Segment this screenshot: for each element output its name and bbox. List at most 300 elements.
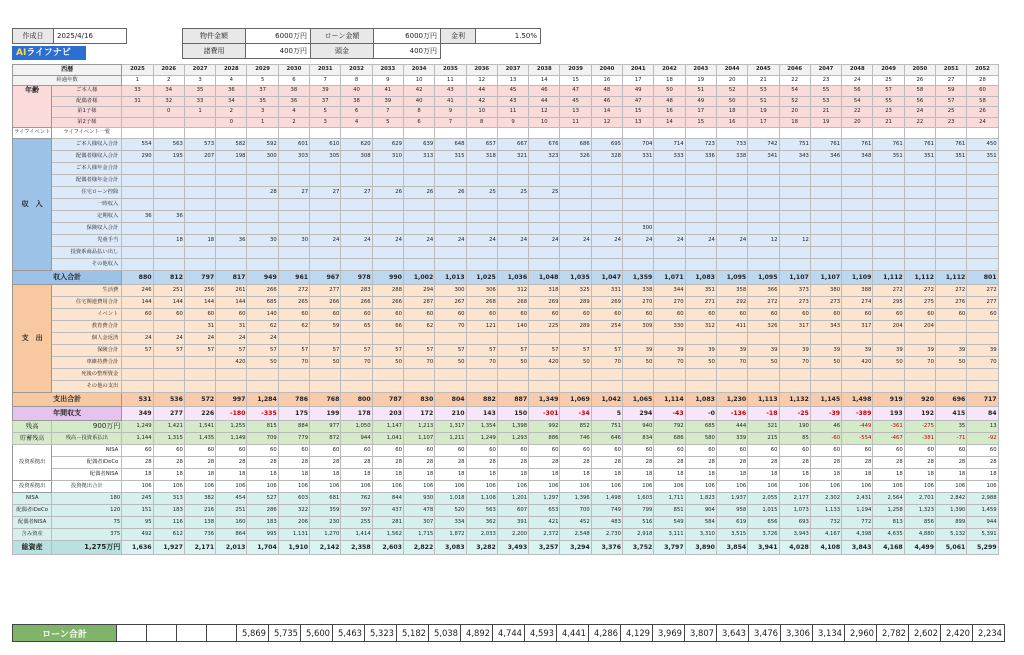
expense-row-value[interactable]: [435, 332, 466, 344]
life-event-row-value[interactable]: [591, 128, 622, 139]
asset-row-value[interactable]: 930: [403, 492, 434, 504]
annual-balance-row-value[interactable]: 199: [310, 406, 341, 420]
asset-row-value[interactable]: 454: [216, 492, 247, 504]
income-row-value[interactable]: [216, 210, 247, 222]
expense-row-value[interactable]: 312: [685, 320, 716, 332]
invest-row-value[interactable]: 60: [591, 444, 622, 456]
life-event-row-value[interactable]: [122, 128, 153, 139]
expense-row-value[interactable]: 57: [122, 344, 153, 356]
expense-row-value[interactable]: 685: [247, 296, 278, 308]
expense-row-value[interactable]: [216, 380, 247, 392]
year-row-value[interactable]: 2040: [591, 65, 622, 76]
life-event-row-value[interactable]: [685, 128, 716, 139]
asset-row-value[interactable]: 1,498: [591, 492, 622, 504]
income-total-row-value[interactable]: 1,107: [779, 270, 810, 284]
elapsed-row-value[interactable]: 27: [936, 75, 967, 86]
expense-row-value[interactable]: 287: [403, 296, 434, 308]
asset-row-value[interactable]: 681: [310, 492, 341, 504]
expense-row-value[interactable]: 60: [748, 308, 779, 320]
age-row-value[interactable]: 39: [310, 86, 341, 97]
expense-row-value[interactable]: [873, 332, 904, 344]
savings-row-value[interactable]: 339: [716, 432, 747, 444]
income-row-value[interactable]: 18: [153, 234, 184, 246]
invest-row-value[interactable]: 60: [184, 444, 215, 456]
expense-total-row-value[interactable]: 1,042: [591, 392, 622, 406]
income-row-value[interactable]: 601: [278, 138, 309, 150]
invest-row-value[interactable]: 18: [184, 468, 215, 480]
age-row-value[interactable]: 10: [466, 107, 497, 118]
income-row-value[interactable]: [591, 210, 622, 222]
expense-total-row-value[interactable]: 768: [310, 392, 341, 406]
asset-row-value[interactable]: 2,701: [904, 492, 935, 504]
asset-row-value[interactable]: 3,310: [685, 528, 716, 540]
income-row-value[interactable]: [372, 210, 403, 222]
income-total-row-value[interactable]: 949: [247, 270, 278, 284]
expense-row-value[interactable]: 144: [153, 296, 184, 308]
invest-total-row-value[interactable]: 106: [685, 480, 716, 492]
asset-row-value[interactable]: 899: [936, 516, 967, 528]
invest-row-value[interactable]: 60: [873, 444, 904, 456]
income-row-value[interactable]: [873, 174, 904, 186]
life-event-row-value[interactable]: [779, 128, 810, 139]
invest-total-row-value[interactable]: 106: [216, 480, 247, 492]
asset-row-value[interactable]: 362: [466, 516, 497, 528]
asset-row-value[interactable]: 1,872: [435, 528, 466, 540]
income-row-value[interactable]: [779, 258, 810, 270]
expense-row-value[interactable]: [184, 356, 215, 368]
asset-row-value[interactable]: 183: [247, 516, 278, 528]
invest-row-value[interactable]: 18: [873, 468, 904, 480]
expense-row-value[interactable]: 60: [310, 308, 341, 320]
asset-row-value[interactable]: 1,715: [403, 528, 434, 540]
age-row-value[interactable]: 3: [247, 107, 278, 118]
income-row-value[interactable]: 610: [310, 138, 341, 150]
income-row-value[interactable]: 195: [153, 150, 184, 162]
invest-row-value[interactable]: 28: [873, 456, 904, 468]
expense-row-value[interactable]: 273: [779, 296, 810, 308]
expense-row-value[interactable]: 144: [184, 296, 215, 308]
savings-row-value[interactable]: -71: [936, 432, 967, 444]
income-row-value[interactable]: [278, 162, 309, 174]
income-row-value[interactable]: [591, 162, 622, 174]
invest-row-value[interactable]: 28: [591, 456, 622, 468]
expense-row-value[interactable]: 266: [341, 296, 372, 308]
total-assets-initial[interactable]: 1,275万円: [52, 540, 122, 554]
age-row-value[interactable]: 2: [216, 107, 247, 118]
asset-row-value[interactable]: 1,603: [623, 492, 654, 504]
income-row-value[interactable]: [810, 222, 841, 234]
age-row-value[interactable]: 1: [247, 117, 278, 128]
age-row-value[interactable]: 14: [591, 107, 622, 118]
expense-row-value[interactable]: [842, 380, 873, 392]
asset-row-value[interactable]: 138: [184, 516, 215, 528]
income-row-value[interactable]: [779, 210, 810, 222]
income-row-value[interactable]: 639: [403, 138, 434, 150]
age-row-value[interactable]: 33: [184, 96, 215, 107]
savings-row-value[interactable]: 1,041: [372, 432, 403, 444]
savings-row-value[interactable]: 1,249: [466, 432, 497, 444]
income-row-value[interactable]: [842, 210, 873, 222]
age-row-value[interactable]: 40: [403, 96, 434, 107]
income-row-value[interactable]: 24: [403, 234, 434, 246]
total-assets-row-value[interactable]: 4,108: [810, 540, 841, 554]
loan-total-value[interactable]: [147, 625, 177, 642]
income-row-value[interactable]: [904, 174, 935, 186]
age-row-value[interactable]: 60: [967, 86, 998, 97]
income-row-value[interactable]: [122, 198, 153, 210]
invest-total-row-value[interactable]: 106: [435, 480, 466, 492]
expense-row-value[interactable]: 277: [967, 296, 998, 308]
income-row-value[interactable]: 348: [842, 150, 873, 162]
asset-row-value[interactable]: 1,258: [873, 504, 904, 516]
age-row-value[interactable]: 42: [466, 96, 497, 107]
expense-row-value[interactable]: 50: [685, 356, 716, 368]
asset-row-value[interactable]: 2,842: [936, 492, 967, 504]
invest-row-value[interactable]: 28: [904, 456, 935, 468]
invest-row-value[interactable]: 18: [278, 468, 309, 480]
expense-row-value[interactable]: 57: [153, 344, 184, 356]
age-row-value[interactable]: 56: [842, 86, 873, 97]
income-row-value[interactable]: [748, 258, 779, 270]
age-row-value[interactable]: 24: [904, 107, 935, 118]
income-total-row-value[interactable]: 880: [122, 270, 153, 284]
income-row-value[interactable]: [936, 186, 967, 198]
income-row-value[interactable]: 318: [466, 150, 497, 162]
expense-row-value[interactable]: 380: [810, 284, 841, 296]
income-row-value[interactable]: 290: [122, 150, 153, 162]
invest-row-value[interactable]: 18: [435, 468, 466, 480]
elapsed-row-value[interactable]: 24: [842, 75, 873, 86]
income-row-value[interactable]: [184, 222, 215, 234]
age-row-value[interactable]: 42: [403, 86, 434, 97]
age-row-value[interactable]: 14: [654, 117, 685, 128]
elapsed-row-value[interactable]: 2: [153, 75, 184, 86]
year-row-value[interactable]: 2035: [435, 65, 466, 76]
asset-row-value[interactable]: 612: [153, 528, 184, 540]
balance-row-value[interactable]: 1,317: [435, 420, 466, 432]
annual-balance-row-value[interactable]: 178: [341, 406, 372, 420]
savings-row-value[interactable]: 1,293: [497, 432, 528, 444]
expense-row-value[interactable]: [967, 368, 998, 380]
expense-row-value[interactable]: 266: [372, 296, 403, 308]
elapsed-row-value[interactable]: 5: [247, 75, 278, 86]
expense-row-value[interactable]: [310, 380, 341, 392]
income-row-value[interactable]: [591, 258, 622, 270]
year-row-value[interactable]: 2052: [967, 65, 998, 76]
age-row-value[interactable]: [184, 117, 215, 128]
income-row-value[interactable]: [873, 234, 904, 246]
expense-row-value[interactable]: 60: [466, 308, 497, 320]
expense-total-row-value[interactable]: 882: [466, 392, 497, 406]
expense-row-value[interactable]: 60: [372, 308, 403, 320]
age-row-value[interactable]: 15: [623, 107, 654, 118]
invest-total-row-value[interactable]: 106: [310, 480, 341, 492]
expense-row-value[interactable]: [716, 368, 747, 380]
income-row-value[interactable]: [497, 222, 528, 234]
asset-row-value[interactable]: 1,131: [278, 528, 309, 540]
elapsed-row-value[interactable]: 11: [435, 75, 466, 86]
asset-row-value[interactable]: 397: [341, 504, 372, 516]
income-total-row-value[interactable]: 1,095: [716, 270, 747, 284]
income-row-value[interactable]: [341, 198, 372, 210]
asset-row-value[interactable]: 851: [654, 504, 685, 516]
invest-row-value[interactable]: 28: [529, 456, 560, 468]
expense-row-value[interactable]: [936, 320, 967, 332]
age-row-value[interactable]: 8: [403, 107, 434, 118]
income-row-value[interactable]: [748, 198, 779, 210]
down-payment-value[interactable]: 400万円: [374, 44, 441, 59]
balance-row-value[interactable]: 1,354: [466, 420, 497, 432]
income-row-value[interactable]: 12: [779, 234, 810, 246]
expense-row-value[interactable]: [842, 368, 873, 380]
age-row-value[interactable]: 58: [967, 96, 998, 107]
income-row-value[interactable]: [403, 162, 434, 174]
expense-row-value[interactable]: 60: [560, 308, 591, 320]
age-row-value[interactable]: 46: [591, 96, 622, 107]
elapsed-row-value[interactable]: 16: [591, 75, 622, 86]
annual-balance-row-value[interactable]: -301: [529, 406, 560, 420]
annual-balance-row-value[interactable]: 172: [403, 406, 434, 420]
income-row-value[interactable]: [247, 162, 278, 174]
expense-row-value[interactable]: [435, 368, 466, 380]
expense-row-value[interactable]: 292: [716, 296, 747, 308]
income-row-value[interactable]: [278, 246, 309, 258]
invest-row-value[interactable]: 18: [654, 468, 685, 480]
total-assets-row-value[interactable]: 3,854: [716, 540, 747, 554]
total-assets-row-value[interactable]: 5,299: [967, 540, 998, 554]
asset-row-value[interactable]: 313: [153, 492, 184, 504]
expense-row-value[interactable]: [560, 332, 591, 344]
asset-row-value[interactable]: 4,880: [904, 528, 935, 540]
invest-row-value[interactable]: 28: [435, 456, 466, 468]
life-event-row-value[interactable]: [310, 128, 341, 139]
expense-total-row-value[interactable]: 1,284: [247, 392, 278, 406]
property-price-value[interactable]: 6000万円: [246, 29, 311, 44]
expense-row-value[interactable]: 121: [466, 320, 497, 332]
income-row-value[interactable]: [372, 222, 403, 234]
income-row-value[interactable]: [936, 210, 967, 222]
income-row-value[interactable]: [122, 186, 153, 198]
expense-row-value[interactable]: 57: [435, 344, 466, 356]
age-row-value[interactable]: 36: [278, 96, 309, 107]
income-row-value[interactable]: [216, 162, 247, 174]
asset-row-value[interactable]: 1,396: [560, 492, 591, 504]
invest-row-value[interactable]: 60: [779, 444, 810, 456]
income-total-row-value[interactable]: 1,025: [466, 270, 497, 284]
income-row-value[interactable]: [372, 162, 403, 174]
income-total-row-value[interactable]: 812: [153, 270, 184, 284]
elapsed-row-value[interactable]: 26: [904, 75, 935, 86]
expense-row-value[interactable]: 325: [560, 284, 591, 296]
expense-total-row-value[interactable]: 536: [153, 392, 184, 406]
asset-row-value[interactable]: 2,918: [623, 528, 654, 540]
asset-row-value[interactable]: 230: [310, 516, 341, 528]
income-row-value[interactable]: 667: [497, 138, 528, 150]
life-event-row-value[interactable]: [842, 128, 873, 139]
expense-row-value[interactable]: [623, 368, 654, 380]
invest-total-row-value[interactable]: 106: [810, 480, 841, 492]
invest-total-row-value[interactable]: 106: [936, 480, 967, 492]
income-row-value[interactable]: [810, 246, 841, 258]
expense-row-value[interactable]: 60: [685, 308, 716, 320]
expense-row-value[interactable]: 60: [122, 308, 153, 320]
income-row-value[interactable]: [904, 210, 935, 222]
income-row-value[interactable]: 723: [685, 138, 716, 150]
loan-total-value[interactable]: 4,129: [621, 625, 653, 642]
income-row-value[interactable]: [685, 186, 716, 198]
balance-row-value[interactable]: 992: [529, 420, 560, 432]
age-row-value[interactable]: 17: [748, 117, 779, 128]
expense-total-row-value[interactable]: 1,083: [685, 392, 716, 406]
income-row-value[interactable]: [904, 162, 935, 174]
savings-row-value[interactable]: 1,211: [435, 432, 466, 444]
income-row-value[interactable]: [529, 162, 560, 174]
asset-row-value[interactable]: 421: [529, 516, 560, 528]
year-row-value[interactable]: 2046: [779, 65, 810, 76]
total-assets-row-value[interactable]: 3,493: [497, 540, 528, 554]
income-row-value[interactable]: [748, 186, 779, 198]
income-row-value[interactable]: [936, 246, 967, 258]
income-row-value[interactable]: 313: [403, 150, 434, 162]
income-row-value[interactable]: [748, 174, 779, 186]
expense-total-row-value[interactable]: 1,065: [623, 392, 654, 406]
income-row-value[interactable]: [623, 246, 654, 258]
expense-row-value[interactable]: 411: [716, 320, 747, 332]
income-row-value[interactable]: [904, 258, 935, 270]
age-row-value[interactable]: 45: [560, 96, 591, 107]
age-row-value[interactable]: 7: [435, 117, 466, 128]
invest-row-value[interactable]: 60: [122, 444, 153, 456]
expense-row-value[interactable]: 39: [842, 344, 873, 356]
invest-row-value[interactable]: 18: [560, 468, 591, 480]
expense-row-value[interactable]: 39: [967, 344, 998, 356]
expense-row-value[interactable]: [153, 320, 184, 332]
income-row-value[interactable]: 326: [560, 150, 591, 162]
expense-row-value[interactable]: 66: [372, 320, 403, 332]
year-row-value[interactable]: 2047: [810, 65, 841, 76]
expense-row-value[interactable]: 50: [936, 356, 967, 368]
expense-row-value[interactable]: 39: [623, 344, 654, 356]
savings-row-value[interactable]: 580: [685, 432, 716, 444]
income-row-value[interactable]: [685, 174, 716, 186]
total-assets-row-value[interactable]: 3,797: [654, 540, 685, 554]
asset-row-value[interactable]: 437: [372, 504, 403, 516]
expense-row-value[interactable]: [372, 332, 403, 344]
age-row-value[interactable]: 51: [685, 86, 716, 97]
age-row-value[interactable]: 16: [716, 117, 747, 128]
expense-row-value[interactable]: 60: [967, 308, 998, 320]
invest-row-value[interactable]: 28: [654, 456, 685, 468]
age-row-value[interactable]: 46: [529, 86, 560, 97]
age-row-value[interactable]: 1: [184, 107, 215, 118]
income-row-value[interactable]: [779, 174, 810, 186]
age-row-value[interactable]: 37: [247, 86, 278, 97]
balance-row-value[interactable]: 792: [654, 420, 685, 432]
expense-row-value[interactable]: 351: [685, 284, 716, 296]
expense-row-value[interactable]: [685, 332, 716, 344]
income-row-value[interactable]: [278, 174, 309, 186]
income-row-value[interactable]: [278, 222, 309, 234]
expense-row-value[interactable]: 271: [685, 296, 716, 308]
income-row-value[interactable]: [466, 210, 497, 222]
income-row-value[interactable]: [310, 246, 341, 258]
annual-balance-row-value[interactable]: -180: [216, 406, 247, 420]
income-row-value[interactable]: [779, 222, 810, 234]
invest-row-value[interactable]: 60: [967, 444, 998, 456]
asset-row-value[interactable]: 391: [497, 516, 528, 528]
income-row-value[interactable]: 351: [967, 150, 998, 162]
income-total-row-value[interactable]: 1,083: [685, 270, 716, 284]
income-total-row-value[interactable]: 961: [278, 270, 309, 284]
invest-total-row-value[interactable]: 106: [403, 480, 434, 492]
elapsed-row-value[interactable]: 19: [685, 75, 716, 86]
age-row-value[interactable]: 19: [810, 117, 841, 128]
expense-row-value[interactable]: [341, 368, 372, 380]
expense-row-value[interactable]: 57: [560, 344, 591, 356]
invest-row-value[interactable]: 60: [153, 444, 184, 456]
income-row-value[interactable]: 331: [623, 150, 654, 162]
asset-row-value[interactable]: 516: [623, 516, 654, 528]
income-total-row-value[interactable]: 1,112: [904, 270, 935, 284]
income-row-value[interactable]: [623, 210, 654, 222]
invest-row-value[interactable]: 18: [341, 468, 372, 480]
expense-row-value[interactable]: 50: [623, 356, 654, 368]
expense-row-value[interactable]: 251: [153, 284, 184, 296]
income-row-value[interactable]: [403, 258, 434, 270]
elapsed-row-value[interactable]: 23: [810, 75, 841, 86]
expense-row-value[interactable]: 57: [278, 344, 309, 356]
income-row-value[interactable]: [184, 246, 215, 258]
invest-row-value[interactable]: 28: [153, 456, 184, 468]
asset-row-value[interactable]: 281: [372, 516, 403, 528]
income-row-value[interactable]: [685, 210, 716, 222]
income-row-value[interactable]: [779, 246, 810, 258]
income-row-value[interactable]: 328: [591, 150, 622, 162]
annual-balance-row-value[interactable]: 349: [122, 406, 153, 420]
income-row-value[interactable]: 346: [810, 150, 841, 162]
expense-row-value[interactable]: 331: [591, 284, 622, 296]
income-row-value[interactable]: [216, 246, 247, 258]
invest-total-row-value[interactable]: 106: [716, 480, 747, 492]
income-row-value[interactable]: [873, 198, 904, 210]
age-row-value[interactable]: 16: [654, 107, 685, 118]
income-row-value[interactable]: 24: [560, 234, 591, 246]
expense-total-row-value[interactable]: 1,132: [779, 392, 810, 406]
year-row-value[interactable]: 2048: [842, 65, 873, 76]
income-row-value[interactable]: [216, 222, 247, 234]
balance-row-value[interactable]: 13: [967, 420, 998, 432]
invest-row-value[interactable]: 28: [184, 456, 215, 468]
life-event-row-value[interactable]: [497, 128, 528, 139]
income-row-value[interactable]: [654, 174, 685, 186]
income-row-value[interactable]: [372, 258, 403, 270]
invest-total-row-value[interactable]: 106: [967, 480, 998, 492]
expense-row-value[interactable]: 39: [748, 344, 779, 356]
expense-total-row-value[interactable]: 800: [341, 392, 372, 406]
expense-row-value[interactable]: 62: [403, 320, 434, 332]
expense-row-value[interactable]: [967, 380, 998, 392]
asset-row-value[interactable]: 549: [654, 516, 685, 528]
income-row-value[interactable]: 310: [372, 150, 403, 162]
expense-total-row-value[interactable]: 1,069: [560, 392, 591, 406]
income-row-value[interactable]: [967, 162, 998, 174]
annual-balance-row-value[interactable]: 193: [873, 406, 904, 420]
elapsed-row-value[interactable]: 1: [122, 75, 153, 86]
savings-row-value[interactable]: 944: [341, 432, 372, 444]
income-row-value[interactable]: 300: [247, 150, 278, 162]
expense-row-value[interactable]: 24: [247, 332, 278, 344]
income-row-value[interactable]: [341, 222, 372, 234]
